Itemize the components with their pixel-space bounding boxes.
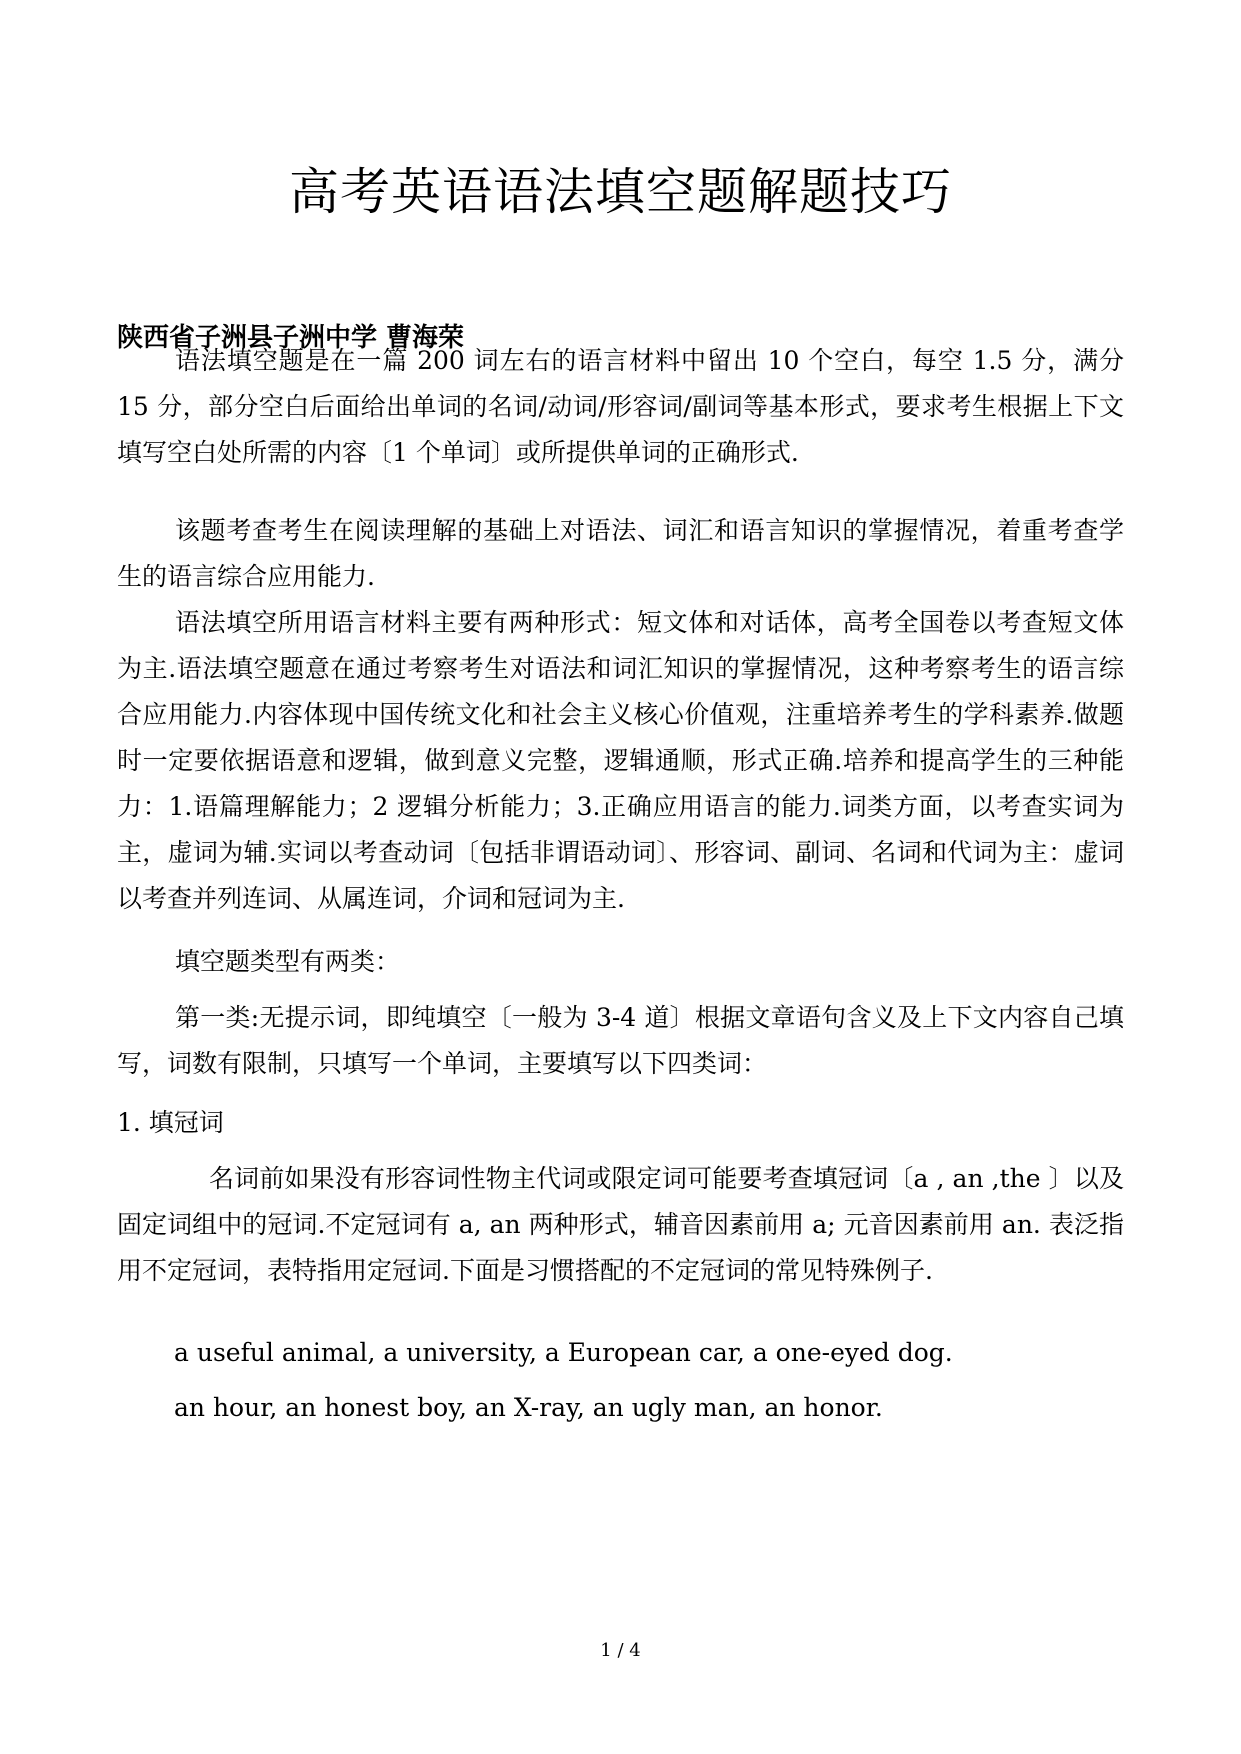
paragraph-material-forms: 语法填空所用语言材料主要有两种形式：短文体和对话体，高考全国卷以考查短文体为主.语法填空题意在通过考察考生对语法和词汇知识的掌握情况，这种考察考生的语言综合应用能力.内容体现中国传统文化和社会主义核心价值观，注重培养考生的学科素养.做题时一定要依据语意和逻辑，做到意义完整，逻辑通顺，形式正确.培养和提高学生的三种能力：1.语篇理解能力；2 逻辑分析能力；3.正确应用语言的能力.词类方面，以考查实词为主，虚词为辅.实词以考查动词〔包括非谓语动词〕、形容词、副词、名词和代词为主：虚词以考查并列连词、从属连词，介词和冠词为主. (117, 608, 1124, 913)
page-number: 1 / 4 (600, 1640, 641, 1661)
paragraph-assessment: 该题考查考生在阅读理解的基础上对语法、词汇和语言知识的掌握情况，着重考查学生的语言综合应用能力. (117, 516, 1124, 591)
paragraph-articles: 名词前如果没有形容词性物主代词或限定词可能要考查填冠词〔a , an ,the 〕以及固定词组中的冠词.不定冠词有 a, an 两种形式，辅音因素前用 a; 元音因素前用 an. 表泛指用不定冠词，表特指用定冠词.下面是习惯搭配的不定冠词的常见特殊例子. (117, 1164, 1124, 1285)
section-heading-articles: 1. 填冠词 (117, 1108, 224, 1137)
paragraph-first-type: 第一类:无提示词，即纯填空〔一般为 3-4 道〕根据文章语句含义及上下文内容自己填写，词数有限制，只填写一个单词，主要填写以下四类词： (117, 1003, 1124, 1078)
paragraph-question-types: 填空题类型有两类： (175, 947, 401, 976)
author-line: 陕西省子洲县子洲中学 曹海荣 (117, 323, 465, 353)
example-line-a: a useful animal, a university, a European car, a one-eyed dog. (174, 1338, 953, 1367)
example-line-an: an hour, an honest boy, an X-ray, an ugly man, an honor. (174, 1393, 883, 1422)
paragraph-intro: 语法填空题是在一篇 200 词左右的语言材料中留出 10 个空白，每空 1.5 分，满分 15 分，部分空白后面给出单词的名词/动词/形容词/副词等基本形式，要求考生根据上下文填写空白处所需的内容〔1 个单词〕或所提供单词的正确形式. (117, 346, 1124, 467)
document-title: 高考英语语法填空题解题技巧 (289, 163, 952, 221)
